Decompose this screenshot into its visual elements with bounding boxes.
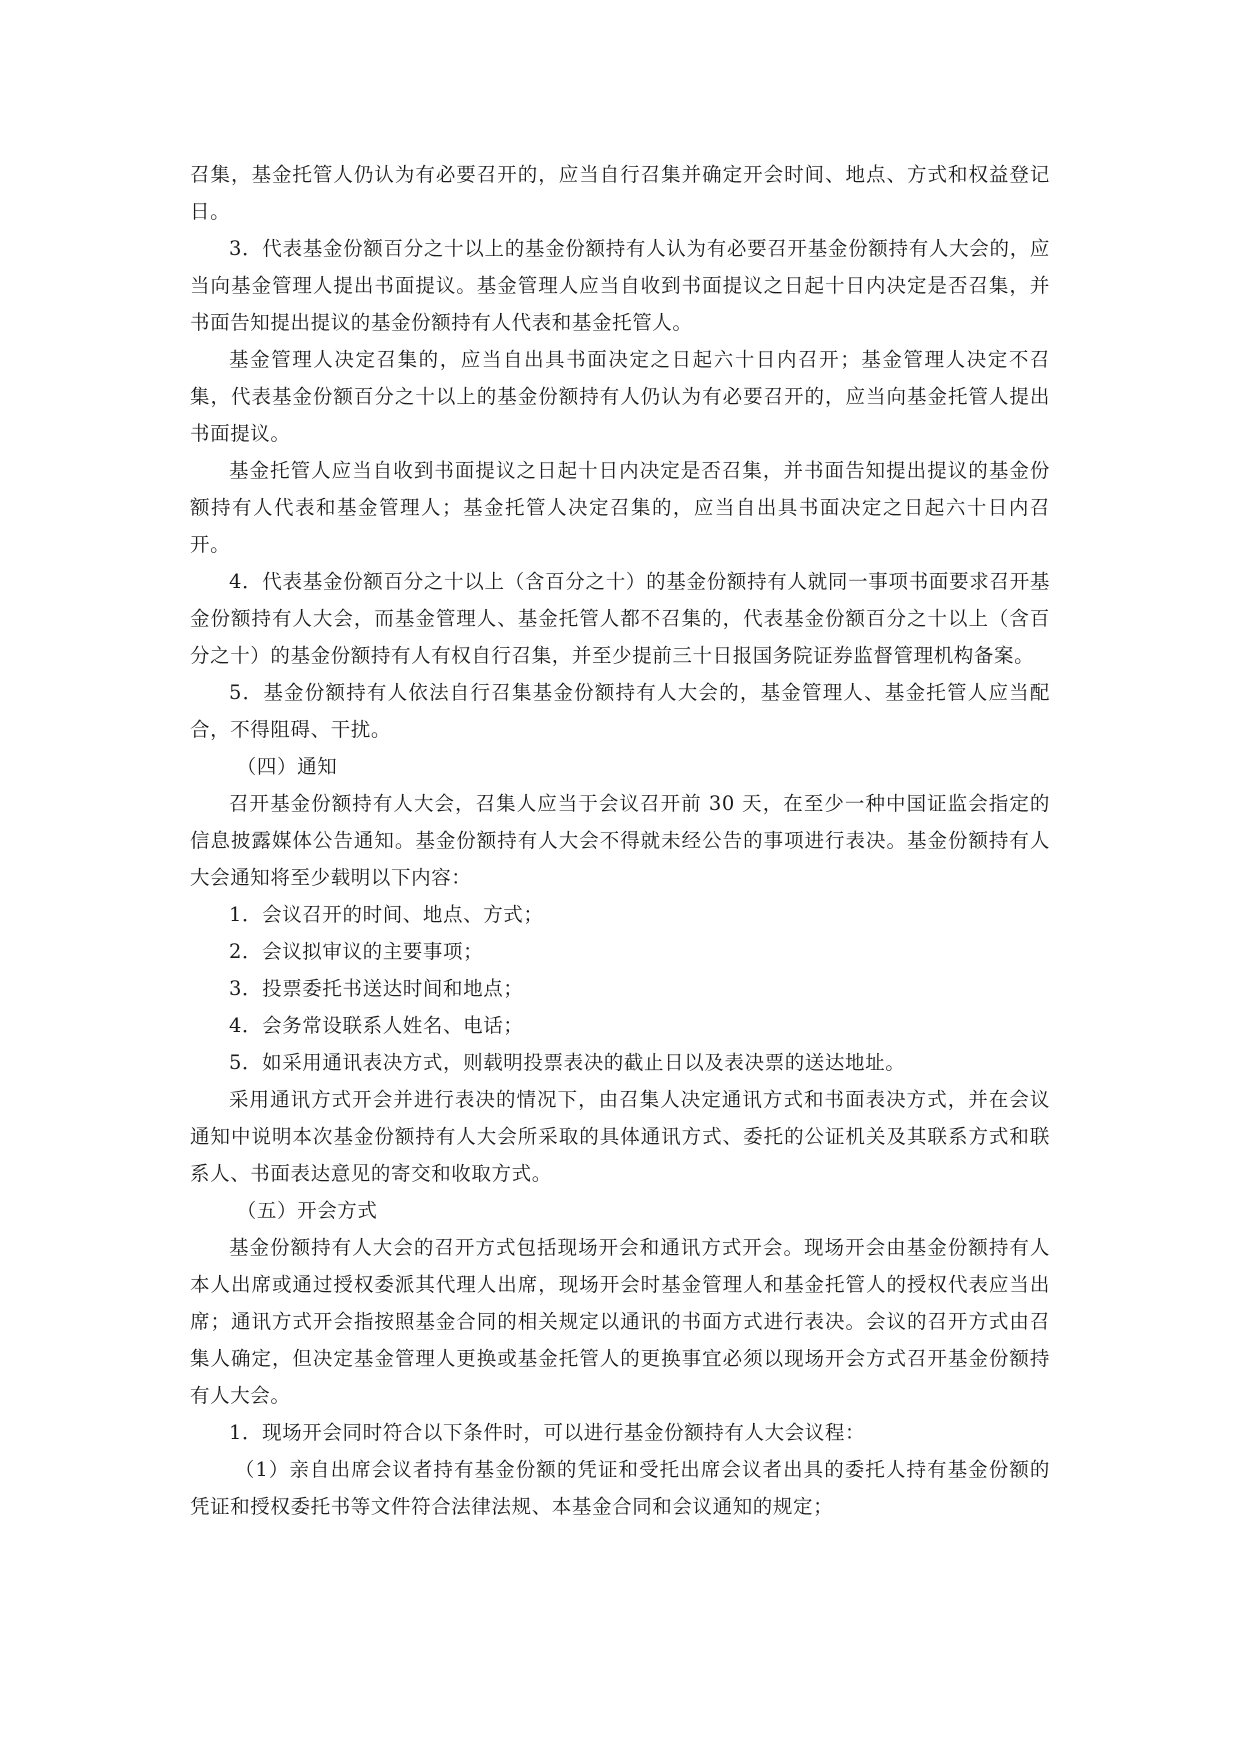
paragraph: 采用通讯方式开会并进行表决的情况下，由召集人决定通讯方式和书面表决方式，并在会议通知中说明本次基金份额持有人大会所采取的具体通讯方式、委托的公证机关及其联系方式和联系人、书面表达意见的寄交和收取方式。: [190, 1088, 1050, 1185]
list-item: 3．投票委托书送达时间和地点；: [229, 977, 524, 1000]
list-item: 2．会议拟审议的主要事项；: [229, 940, 484, 963]
paragraph: 4．代表基金份额百分之十以上（含百分之十）的基金份额持有人就同一事项书面要求召开基金份额持有人大会，而基金管理人、基金托管人都不召集的，代表基金份额百分之十以上（含百分之十）的基金份额持有人有权自行召集，并至少提前三十日报国务院证券监督管理机构备案。: [190, 570, 1050, 667]
section-heading: （五）开会方式: [236, 1199, 378, 1222]
list-item: （1）亲自出席会议者持有基金份额的凭证和受托出席会议者出具的委托人持有基金份额的凭证和授权委托书等文件符合法律法规、本基金合同和会议通知的规定；: [190, 1458, 1050, 1518]
list-item: 4．会务常设联系人姓名、电话；: [229, 1014, 524, 1037]
document-body: [190, 156, 1050, 1525]
paragraph: 基金托管人应当自收到书面提议之日起十日内决定是否召集，并书面告知提出提议的基金份额持有人代表和基金管理人；基金托管人决定召集的，应当自出具书面决定之日起六十日内召开。: [190, 459, 1050, 556]
list-item: 5．如采用通讯表决方式，则载明投票表决的截止日以及表决票的送达地址。: [229, 1051, 906, 1074]
paragraph: 3．代表基金份额百分之十以上的基金份额持有人认为有必要召开基金份额持有人大会的，应当向基金管理人提出书面提议。基金管理人应当自收到书面提议之日起十日内决定是否召集，并书面告知提出提议的基金份额持有人代表和基金托管人。: [190, 237, 1050, 334]
paragraph: 基金管理人决定召集的，应当自出具书面决定之日起六十日内召开；基金管理人决定不召集，代表基金份额百分之十以上的基金份额持有人仍认为有必要召开的，应当向基金托管人提出书面提议。: [190, 348, 1050, 445]
list-item: 1．现场开会同时符合以下条件时，可以进行基金份额持有人大会议程：: [229, 1421, 866, 1444]
paragraph: 召集，基金托管人仍认为有必要召开的，应当自行召集并确定开会时间、地点、方式和权益登记日。: [190, 163, 1050, 223]
list-item: 1．会议召开的时间、地点、方式；: [229, 903, 544, 926]
section-heading: （四）通知: [236, 755, 338, 778]
paragraph: 5．基金份额持有人依法自行召集基金份额持有人大会的，基金管理人、基金托管人应当配合，不得阻碍、干扰。: [190, 681, 1050, 741]
paragraph: 召开基金份额持有人大会，召集人应当于会议召开前 30 天，在至少一种中国证监会指定的信息披露媒体公告通知。基金份额持有人大会不得就未经公告的事项进行表决。基金份额持有人大会通知将至少载明以下内容：: [190, 792, 1050, 889]
paragraph: 基金份额持有人大会的召开方式包括现场开会和通讯方式开会。现场开会由基金份额持有人本人出席或通过授权委派其代理人出席，现场开会时基金管理人和基金托管人的授权代表应当出席；通讯方式开会指按照基金合同的相关规定以通讯的书面方式进行表决。会议的召开方式由召集人确定，但决定基金管理人更换或基金托管人的更换事宜必须以现场开会方式召开基金份额持有人大会。: [190, 1236, 1050, 1407]
